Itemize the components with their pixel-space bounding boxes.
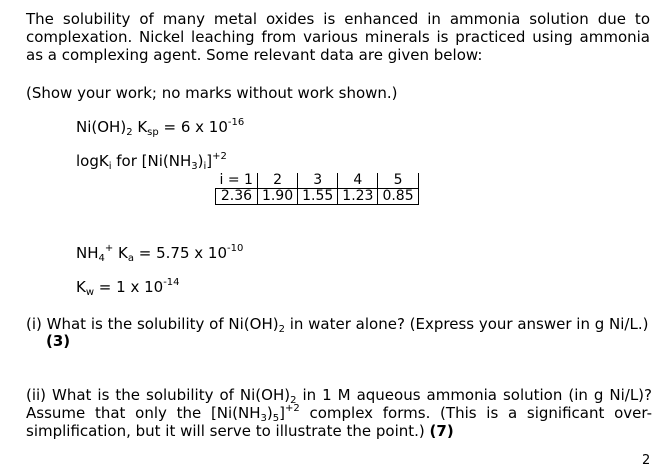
logk-value-cell: 1.90 bbox=[257, 189, 297, 205]
logk-value-cell: 1.23 bbox=[338, 189, 378, 205]
question-1: (i) What is the solubility of $Ni(OH)_2$ in water alone? (Express your answer in g Ni/L.) bbox=[26, 315, 649, 335]
page-number: 2 bbox=[642, 453, 651, 468]
question-2: (ii) What is the solubility of $Ni(OH)_2$ in 1 M aqueous ammonia solution (in g Ni/L)? Assume that only the $[Ni(NH_3)_5]^{+2}$ complex forms. (This is a significant over-simplification, but it will serve to illustrate the point.) (7) bbox=[26, 386, 652, 440]
question-2-marks: (7) bbox=[429, 422, 454, 440]
show-work-instruction: (Show your work; no marks without work shown.) bbox=[26, 84, 398, 102]
question-1-marks: (3) bbox=[46, 332, 71, 350]
logk-header-cell: i = 1 bbox=[216, 173, 258, 189]
ksp-equation: $Ni(OH)_2$ $K_{sp} = 6$ x $10^{-16}$ bbox=[76, 117, 245, 138]
logk-table bbox=[215, 173, 419, 205]
logk-value-cell: 2.36 bbox=[216, 189, 258, 205]
intro-paragraph: The solubility of many metal oxides is enhanced in ammonia solution due to complexation. Nickel leaching from various minerals is practiced using ammonia as a complexing agent. Some relevant data are given below: bbox=[26, 10, 650, 64]
logk-header-cell: 4 bbox=[338, 173, 378, 189]
logk-values-row bbox=[216, 189, 419, 205]
ka-equation: $NH_4^+$ $K_a = 5.75$ x $10^{-10}$ bbox=[76, 243, 244, 264]
logk-header-cell: 5 bbox=[378, 173, 418, 189]
logk-label: logK$_i$ for $[Ni(NH_3)_i]^{+2}$ bbox=[76, 151, 227, 172]
logk-value-cell: 0.85 bbox=[378, 189, 418, 205]
kw-equation: $K_w = 1$ x $10^{-14}$ bbox=[76, 277, 180, 298]
logk-header-cell: 3 bbox=[298, 173, 338, 189]
logk-value-cell: 1.55 bbox=[298, 189, 338, 205]
logk-header-cell: 2 bbox=[257, 173, 297, 189]
logk-header-row bbox=[216, 173, 419, 189]
